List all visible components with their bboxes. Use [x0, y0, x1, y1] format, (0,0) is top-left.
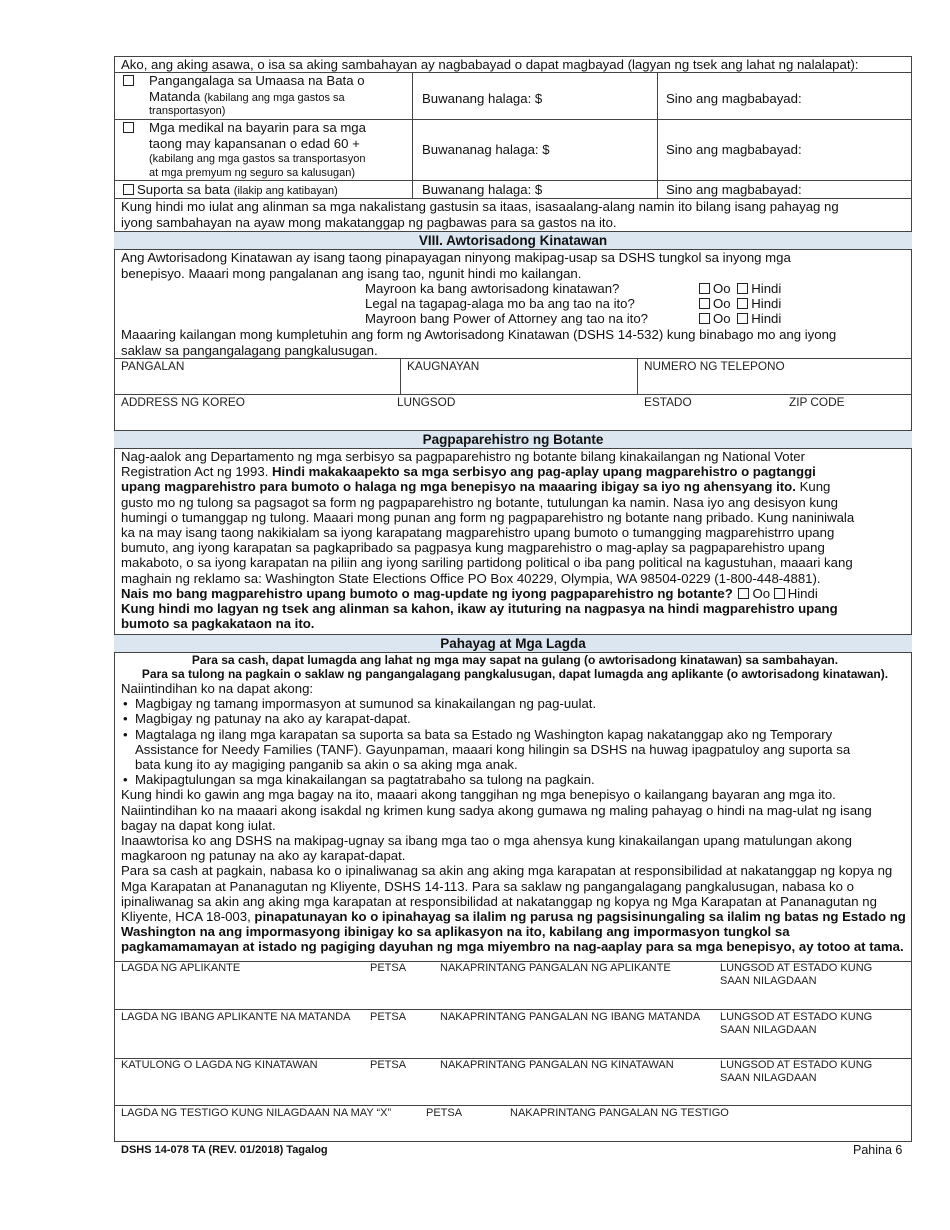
- has-rep-no-label: Hindi: [751, 281, 782, 296]
- voter-warning-1: Kung hindi mo lagyan ng tsek ang alinman sa kahon, ikaw ay ituturing na nagpasya na hindi magparehistro upang: [121, 601, 838, 617]
- voter-line-3b: Kung: [795, 479, 831, 495]
- medical-bills-label-2: taong may kapansanan o edad 60 +: [149, 136, 360, 151]
- sig-representative[interactable]: KATULONG O LAGDA NG KINATAWAN: [121, 1059, 318, 1071]
- statement-p4f: Washington na ang impormasyong ibinigay ko sa aplikasyon na ito, kabilang ang impormasyon tungkol sa: [121, 924, 790, 940]
- voter-no-checkbox[interactable]: [774, 588, 785, 599]
- voter-line-2b: Hindi makakaapekto sa mga serbisyo ang pag-aplay upang magparehistro o pagtanggi: [272, 464, 816, 480]
- medical-bills-note-2: at mga premyum ng seguro sa kalusugan): [149, 167, 356, 179]
- page-number: Pahina 6: [853, 1143, 903, 1157]
- voter-body: [121, 449, 909, 631]
- bullet-proof: • Magbigay ng patunay na ako ay karapat-dapat.: [135, 711, 909, 726]
- statement-p4c: ipinaliwanag sa akin ang aking mga karapatan at responsibilidad at nakatanggap ng kopya ng Mga Karapatan at Pananagutan ng: [121, 893, 877, 909]
- form-id: DSHS 14-078 TA (REV. 01/2018) Tagalog: [121, 1144, 328, 1156]
- statement-p1: Kung hindi ko gawin ang mga bagay na ito, maaari akong tanggihan ng mga benepisyo o kailangang bayaran ang mga ito.: [121, 787, 836, 803]
- statement-p4b: Mga Karapatan at Pananagutan ng Kliyente, DSHS 14-113. Para sa saklaw ng pangangalagang pangkalusugan, nabasa ko o: [121, 878, 854, 894]
- guardian-yes-checkbox[interactable]: [699, 298, 710, 309]
- voter-no-label: Hindi: [787, 585, 818, 601]
- question-guardian: Legal na tagapag-alaga mo ba ang tao na ito?: [365, 296, 635, 311]
- has-rep-no-checkbox[interactable]: [737, 283, 748, 294]
- voter-line-2a: Registration Act ng 1993.: [121, 464, 273, 480]
- field-state[interactable]: ESTADO: [644, 395, 692, 409]
- field-zip[interactable]: ZIP CODE: [789, 395, 845, 409]
- sig-witness-name[interactable]: NAKAPRINTANG PANGALAN NG TESTIGO: [510, 1107, 729, 1119]
- poa-no-label: Hindi: [751, 311, 782, 326]
- voter-question: Nais mo bang magparehistro upang bumoto o mag-update ng iyong pagpaparehistro ng botante?: [121, 585, 733, 601]
- field-city[interactable]: LUNGSOD: [397, 395, 456, 409]
- statement-understand: Naiintindihan ko na dapat akong:: [121, 681, 314, 696]
- statement-header: Pahayag at Mga Lagda: [114, 634, 912, 653]
- medical-bills-label: Mga medikal na bayarin para sa mga: [149, 120, 366, 135]
- expenses-intro: Ako, ang aking asawa, o isa sa aking sambahayan ay nagbabayad o dapat magbayad (lagyan ng tsek ang lahat ng nalalapat):: [121, 57, 859, 72]
- sig-applicant-name[interactable]: NAKAPRINTANG PANGALAN NG APLIKANTE: [440, 962, 671, 974]
- medical-bills-payer[interactable]: Sino ang magbabayad:: [666, 142, 802, 157]
- child-support-label: Suporta sa bata: [137, 182, 231, 197]
- sig-applicant-place[interactable]: LUNGSOD AT ESTADO KUNG SAAN NILAGDAAN: [720, 962, 873, 987]
- child-support-checkbox[interactable]: [123, 184, 134, 195]
- voter-line-5: humingi o tumanggap ng tulong. Maaari mong punan ang form ng pagpaparehistro ng botante nang pribado. Kung naniniwala: [121, 509, 855, 525]
- statement-body: [121, 653, 909, 955]
- sig-other-adult[interactable]: LAGDA NG IBANG APLIKANTE NA MATANDA: [121, 1011, 351, 1023]
- guardian-no-checkbox[interactable]: [737, 298, 748, 309]
- statement-p2a: Naiintindihan ko na maaari akong isakdal ng krimen kung sadya akong gumawa ng maling pahayag o hindi na mag-ulat ng isang: [121, 802, 872, 818]
- sig-applicant[interactable]: LAGDA NG APLIKANTE: [121, 962, 241, 974]
- sig-applicant-date[interactable]: PETSA: [370, 962, 407, 974]
- authorized-intro-1: Ang Awtorisadong Kinatawan ay isang taong pinapayagan ninyong makipag-usap sa DSHS tungkol sa inyong mga: [121, 250, 791, 265]
- voter-line-8: makaboto, o sa iyong karapatan na piliin ang iyong sariling partidong political o iba pang political na kagustuhan, maaari kang: [121, 555, 853, 571]
- dependent-care-label-2: Matanda: [149, 89, 201, 104]
- guardian-no-label: Hindi: [751, 296, 782, 311]
- bullet-work: • Makipagtulungan sa mga kinakailangan sa pagtatrabaho sa tulong na pagkain.: [135, 772, 909, 787]
- dependent-care-cost[interactable]: Buwanang halaga: $: [422, 91, 543, 106]
- medical-bills-note: (kabilang ang mga gastos sa transportasyon: [149, 153, 366, 165]
- child-support-note: (ilakip ang katibayan): [233, 185, 338, 197]
- sig-representative-name[interactable]: NAKAPRINTANG PANGALAN NG KINATAWAN: [440, 1059, 674, 1071]
- statement-p4g: pagkamamamayan at istado ng pagiging dayuhan ng mga miyembro na nag-aaplay para sa mga benepisyo, ay totoo at tama.: [121, 939, 904, 955]
- statement-p4a: Para sa cash at pagkain, nabasa ko o ipinaliwanag sa akin ang aking mga karapatan at responsibilidad at nakatanggap ng kopya ng: [121, 863, 893, 879]
- sig-other-adult-name[interactable]: NAKAPRINTANG PANGALAN NG IBANG MATANDA: [440, 1011, 701, 1023]
- dependent-care-checkbox[interactable]: [123, 73, 137, 88]
- voter-line-6: ka na may isang taong nakikialam sa iyong karapatang magparehistro upang bumoto o tumangging magparehistrro upang: [121, 525, 835, 541]
- authorized-note-1: Maaaring kailangan mong kumpletuhin ang form ng Awtorisadong Kinatawan (DSHS 14-532) kung binabago mo ang iyong: [121, 327, 837, 342]
- has-rep-yes-checkbox[interactable]: [699, 283, 710, 294]
- field-relationship[interactable]: KAUGNAYAN: [407, 359, 480, 373]
- voter-yes-checkbox[interactable]: [738, 588, 749, 599]
- child-support-payer[interactable]: Sino ang magbabayad:: [666, 182, 802, 197]
- medical-bills-cost[interactable]: Buwananag halaga: $: [422, 142, 550, 157]
- statement-p4e: pinapatunayan ko o ipinahayag sa ilalim ng parusa ng pagsisinungaling sa ilalim ng batas ng Estado ng: [254, 909, 906, 925]
- question-has-rep: Mayroon ka bang awtorisadong kinatawan?: [365, 281, 620, 296]
- dependent-care-label: Pangangalaga sa Umaasa na Bata o: [149, 73, 365, 88]
- bullet-assign: • Magtalaga ng ilang mga karapatan sa suporta sa bata sa Estado ng Washington kapag nakatanggap ako ng Temporary Assistance for Needy Families (TANF). Gayunpaman, maaari kong hilingin sa DSHS na huwag ipagpatuloy ang suporta sa bata kung ito ay magiging panganib sa akin o sa aking mga anak.: [135, 727, 909, 773]
- statement-p3a: Inaawtorisa ko ang DSHS na makipag-ugnay sa ibang mga tao o mga ahensya kung kinakailangan upang matulungan akong: [121, 833, 852, 849]
- statement-bullets: [121, 696, 909, 787]
- dependent-care-payer[interactable]: Sino ang magbabayad:: [666, 91, 802, 106]
- sig-witness[interactable]: LAGDA NG TESTIGO KUNG NILAGDAAN NA MAY “X”: [121, 1107, 392, 1119]
- voter-line-3a: upang magparehistro para bumoto o halaga ng mga benepisyo na maaaring ibigay sa iyo ng ahensyang ito.: [121, 479, 796, 495]
- expenses-footnote-1: Kung hindi mo iulat ang alinman sa mga nakalistang gastusin sa itaas, isasaalang-alang namin ito bilang isang pahayag ng: [121, 199, 839, 214]
- poa-yes-checkbox[interactable]: [699, 313, 710, 324]
- voter-line-1: Nag-aalok ang Departamento ng mga serbisyo sa pagpaparehistro ng botante bilang kinakailangan ng National Voter: [121, 449, 806, 464]
- voter-line-7: bumuto, ang iyong karapatan sa pagkapribado sa pagpasya kung magparehistro o mag-aplay sa pagpaparehistro upang: [121, 540, 825, 556]
- sig-witness-date[interactable]: PETSA: [426, 1107, 463, 1119]
- authorized-intro-2: benepisyo. Maaari mong pangalanan ang isang tao, ngunit hindi mo kailangan.: [121, 266, 582, 281]
- sig-representative-place[interactable]: LUNGSOD AT ESTADO KUNG SAAN NILAGDAAN: [720, 1059, 873, 1084]
- field-address[interactable]: ADDRESS NG KOREO: [121, 395, 245, 409]
- statement-p2b: bagay na dapat kong iulat.: [121, 817, 276, 833]
- poa-no-checkbox[interactable]: [737, 313, 748, 324]
- question-poa: Mayroon bang Power of Attorney ang tao na ito?: [365, 311, 648, 326]
- sig-other-adult-place[interactable]: LUNGSOD AT ESTADO KUNG SAAN NILAGDAAN: [720, 1011, 873, 1036]
- voter-warning-2: bumoto sa pagkakataon na ito.: [121, 616, 315, 632]
- poa-yes-label: Oo: [713, 311, 731, 326]
- statement-food-rule: Para sa tulong na pagkain o saklaw ng pangangalagang pangkalusugan, dapat lumagda ang aplikante (o awtorisadong kinatawan).: [141, 667, 889, 681]
- guardian-yes-label: Oo: [713, 296, 731, 311]
- has-rep-yes-label: Oo: [713, 281, 731, 296]
- sig-representative-date[interactable]: PETSA: [370, 1059, 407, 1071]
- dependent-care-note: (kabilang ang mga gastos sa: [204, 92, 345, 104]
- authorized-note-2: saklaw sa pangangalagang pangkalusugan.: [121, 343, 378, 358]
- voter-registration-header: Pagpaparehistro ng Botante: [114, 430, 912, 449]
- field-name[interactable]: PANGALAN: [121, 359, 185, 373]
- voter-line-9: maghain ng reklamo sa: Washington State Elections Office PO Box 40229, Olympia, WA 98504-0229 (1-800-448-4881).: [121, 570, 821, 586]
- authorized-rep-header: VIII. Awtorisadong Kinatawan: [114, 231, 912, 250]
- dependent-care-note-2: transportasyon): [149, 105, 226, 117]
- statement-cash-rule: Para sa cash, dapat lumagda ang lahat ng mga may sapat na gulang (o awtorisadong kinatawan) sa sambahayan.: [191, 653, 839, 667]
- voter-yes-label: Oo: [752, 585, 771, 601]
- statement-p4d: Kliyente, HCA 18-003,: [121, 909, 255, 925]
- voter-line-4: gusto mo ng tulong sa pagsagot sa form ng pagpaparehistro ng botante, tutulungan ka namin. Nasa iyo ang desisyon kung: [121, 494, 838, 510]
- statement-p3b: magkaroon ng patunay na ako ay karapat-dapat.: [121, 848, 406, 864]
- field-phone[interactable]: NUMERO NG TELEPONO: [644, 359, 785, 373]
- child-support-cost[interactable]: Buwanang halaga: $: [422, 182, 543, 197]
- medical-bills-checkbox[interactable]: [123, 120, 137, 135]
- bullet-info: • Magbigay ng tamang impormasyon at sumunod sa kinakailangan ng pag-uulat.: [135, 696, 909, 711]
- expenses-footnote-2: iyong sambahayan na ayaw mong makatanggap ng pagbawas para sa gastos na ito.: [121, 215, 617, 230]
- sig-other-adult-date[interactable]: PETSA: [370, 1011, 407, 1023]
